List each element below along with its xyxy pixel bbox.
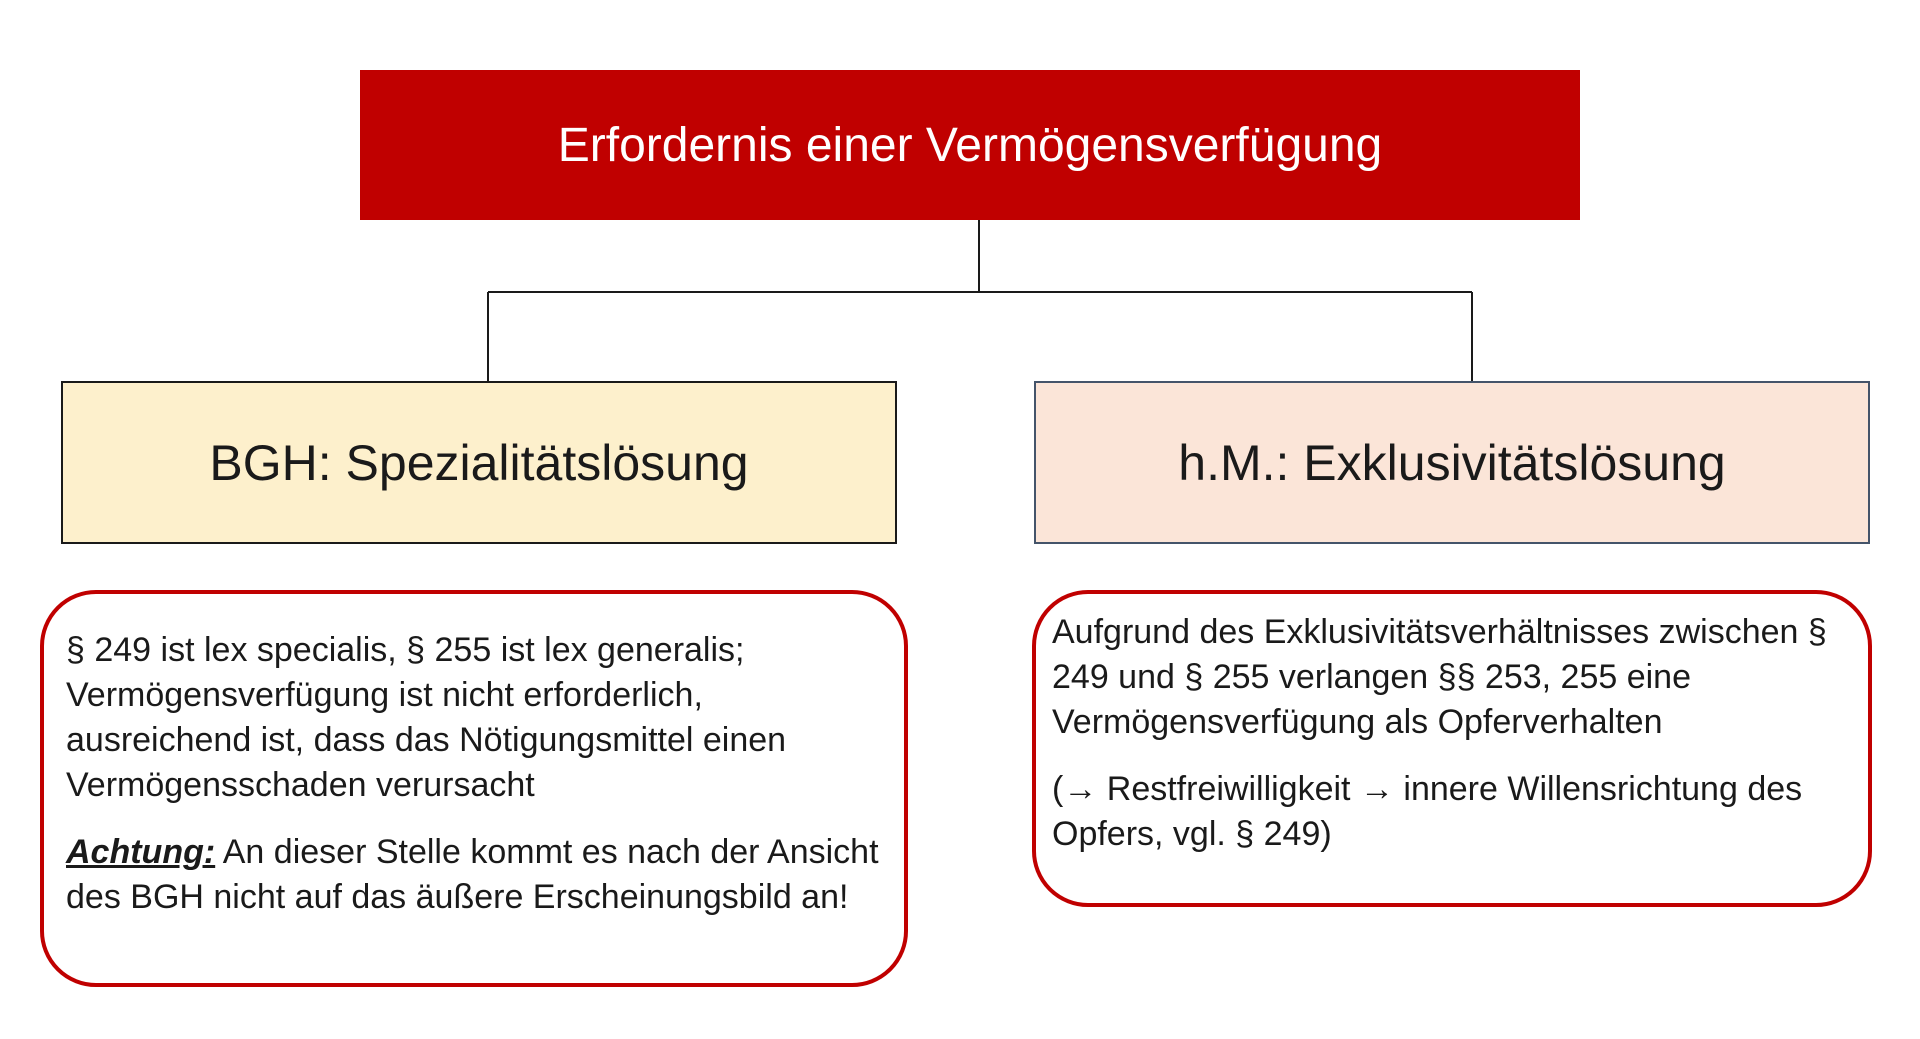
hm-explanation-note xyxy=(1032,590,1872,907)
bgh-explanation-note xyxy=(40,590,908,987)
bgh-branch-node xyxy=(61,381,897,544)
hm-note-consequence: (→ Restfreiwilligkeit → innere Willensrichtung des Opfers, vgl. § 249) xyxy=(1052,770,1803,853)
bgh-note-paragraph: § 249 ist lex specialis, § 255 ist lex generalis; Vermögensverfügung ist nicht erforderlich, ausreichend ist, dass das Nötigungsmittel einen Vermögensschaden verursacht xyxy=(66,631,787,804)
bgh-branch-title: BGH: Spezialitätslösung xyxy=(209,434,749,491)
bgh-note-warning xyxy=(66,830,882,920)
hm-note-paragraph: Aufgrund des Exklusivitätsverhältnisses zwischen § 249 und § 255 verlangen §§ 253, 255 eine Vermögensverfügung als Opferverhalten xyxy=(1052,613,1827,741)
bgh-note-warning-text: An dieser Stelle kommt es nach der Ansicht des BGH nicht auf das äußere Erscheinungsbild an! xyxy=(66,833,879,916)
root-node-title: Erfordernis einer Vermögensverfügung xyxy=(557,118,1383,172)
hm-branch-node xyxy=(1034,381,1870,544)
root-node xyxy=(360,70,1580,220)
achtung-label: Achtung: xyxy=(66,833,216,871)
hm-branch-title: h.M.: Exklusivitätslösung xyxy=(1178,434,1726,491)
